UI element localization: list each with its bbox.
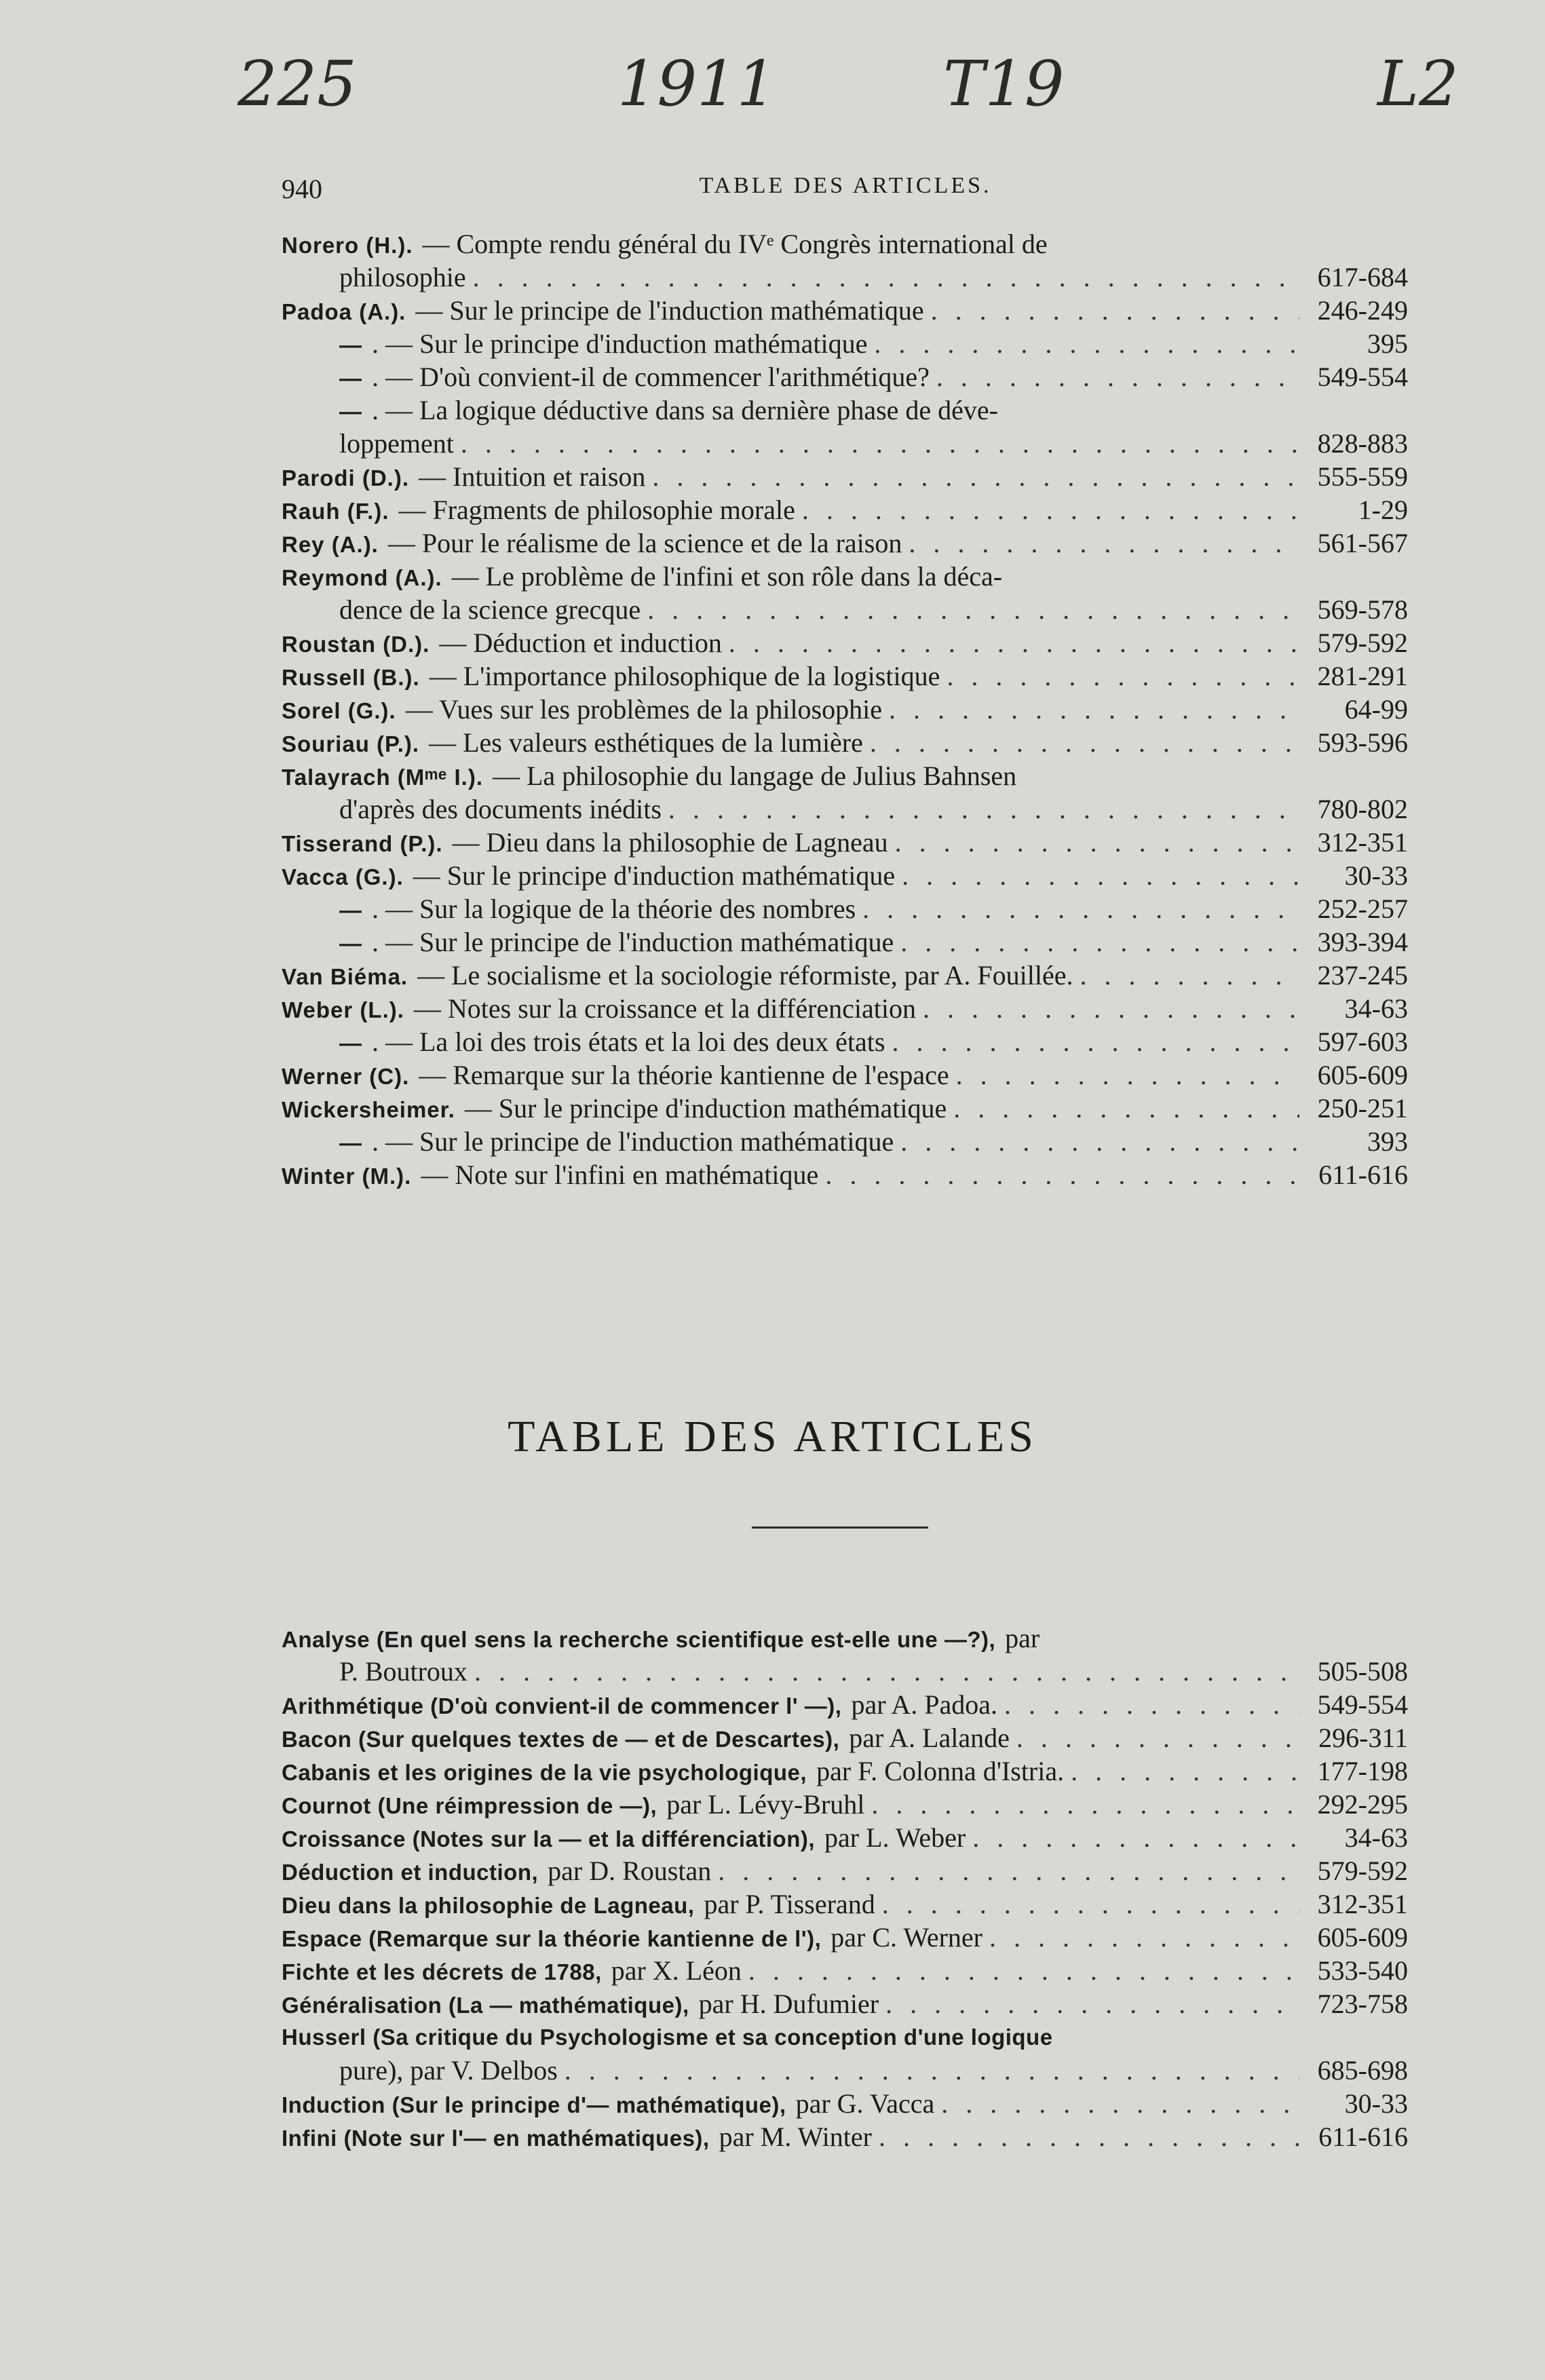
entry-text: — Le socialisme et la sociologie réformiste, par A. Fouillée.	[417, 960, 1073, 991]
entry-text: par H. Dufumier	[698, 1989, 879, 2019]
author-name: Padoa (A.).	[282, 299, 406, 324]
author-name: Weber (L.).	[282, 997, 404, 1022]
dot-leader	[947, 659, 1299, 693]
articles-index	[282, 1621, 1408, 2153]
page-range: 605-609	[1317, 1922, 1408, 1953]
article-topic: Généralisation (La — mathématique),	[282, 1993, 689, 2018]
dot-leader	[953, 1092, 1299, 1125]
entry-text: . — La loi des trois états et la loi des deux états	[372, 1026, 885, 1057]
page-range: 237-245	[1317, 960, 1408, 991]
index-entry	[282, 294, 1408, 327]
index-entry	[282, 560, 1408, 593]
article-topic: Arithmétique (D'où convient-il de commencer l' —),	[282, 1693, 842, 1719]
author-name: Tisserand (P.).	[282, 831, 443, 856]
index-entry	[282, 427, 1408, 460]
page-range: 393-394	[1317, 927, 1408, 957]
author-name: —	[339, 1130, 362, 1155]
dot-leader	[748, 1954, 1299, 1987]
author-name: Winter (M.).	[282, 1164, 412, 1189]
dot-leader	[1016, 1721, 1299, 1754]
dot-leader	[909, 526, 1299, 560]
index-entry	[282, 859, 1408, 892]
dot-leader	[1004, 1688, 1299, 1721]
entry-text: — Sur le principe d'induction mathématique	[464, 1093, 947, 1124]
page-range: 579-592	[1317, 1856, 1408, 1886]
entry-text: — Dieu dans la philosophie de Lagneau	[452, 827, 888, 858]
index-entry	[282, 759, 1408, 792]
index-entry	[282, 460, 1408, 493]
article-topic: Induction (Sur le principe d'— mathématique),	[282, 2092, 786, 2117]
entry-text: — L'importance philosophique de la logistique	[429, 661, 940, 691]
entry-text: par A. Lalande	[849, 1723, 1010, 1753]
handwritten-mark: 1911	[617, 47, 777, 120]
page-range: 593-596	[1317, 727, 1408, 758]
author-name: Werner (C).	[282, 1064, 410, 1089]
author-name: —	[339, 399, 362, 424]
author-name: Sorel (G.).	[282, 698, 396, 723]
article-topic: Fichte et les décrets de 1788,	[282, 1959, 602, 1984]
index-entry	[282, 726, 1408, 759]
author-name: Roustan (D.).	[282, 632, 430, 657]
page-range: 34-63	[1344, 993, 1408, 1024]
dot-leader	[565, 2054, 1299, 2087]
entry-text: — Notes sur la croissance et la différenciation	[413, 993, 917, 1024]
index-entry	[282, 360, 1408, 394]
article-topic: Cournot (Une réimpression de —),	[282, 1793, 657, 1818]
entry-text: . — La logique déductive dans sa dernière phase de déve-	[372, 395, 998, 425]
section-title: TABLE DES ARTICLES	[508, 1412, 1037, 1461]
dot-leader	[936, 360, 1299, 394]
authors-index	[282, 227, 1408, 1191]
index-entry	[282, 1788, 1408, 1821]
title-rule	[752, 1527, 928, 1529]
dot-leader	[802, 493, 1299, 526]
index-entry	[282, 2054, 1408, 2087]
dot-leader	[652, 460, 1299, 493]
page-range: 549-554	[1317, 362, 1408, 392]
page-range: 312-351	[1317, 827, 1408, 858]
entry-text: . — Sur la logique de la théorie des nombres	[372, 894, 856, 924]
dot-leader	[729, 626, 1299, 659]
dot-leader	[870, 726, 1299, 759]
dot-leader	[1071, 1754, 1299, 1788]
page-range: 605-609	[1317, 1060, 1408, 1090]
entry-text: — Intuition et raison	[419, 461, 646, 492]
author-name: Parodi (D.).	[282, 465, 410, 491]
dot-leader	[989, 1921, 1299, 1954]
index-entry	[282, 1025, 1408, 1058]
page-range: 685-698	[1317, 2055, 1408, 2086]
page-range: 561-567	[1317, 528, 1408, 558]
entry-text: par P. Tisserand	[704, 1889, 875, 1919]
entry-text: — La philosophie du langage de Julius Bahnsen	[493, 761, 1017, 791]
dot-leader	[885, 1987, 1299, 2020]
dot-leader	[900, 1125, 1299, 1158]
entry-text: — Remarque sur la théorie kantienne de l'espace	[419, 1060, 949, 1090]
dot-leader	[1080, 959, 1300, 992]
dot-leader	[461, 427, 1299, 460]
author-name: —	[339, 898, 362, 923]
page-range: 30-33	[1344, 860, 1408, 891]
entry-text: . — Sur le principe d'induction mathématique	[372, 328, 868, 359]
index-entry	[282, 593, 1408, 626]
author-name: Vacca (G.).	[282, 864, 404, 889]
handwritten-mark: 225	[237, 47, 357, 120]
dot-leader	[647, 593, 1299, 626]
dot-leader	[892, 1025, 1299, 1058]
page-range: 34-63	[1344, 1822, 1408, 1853]
page-range: 177-198	[1317, 1756, 1408, 1786]
article-topic: Husserl (Sa critique du Psychologisme et sa conception d'une logique	[282, 2024, 1053, 2050]
index-entry	[282, 394, 1408, 427]
entry-text: — Sur le principe de l'induction mathématique	[415, 295, 924, 326]
entry-text: . — Sur le principe de l'induction mathématique	[372, 1126, 894, 1157]
entry-text: — Vues sur les problèmes de la philosophie	[405, 694, 882, 725]
entry-text: philosophie	[339, 262, 466, 292]
index-entry	[282, 327, 1408, 360]
index-entry	[282, 1887, 1408, 1921]
entry-text: — Le problème de l'infini et son rôle dans la déca-	[451, 561, 1003, 592]
index-entry	[282, 227, 1408, 261]
page-range: 252-257	[1317, 894, 1408, 924]
entry-text: — Sur le principe d'induction mathématique	[413, 860, 896, 891]
dot-leader	[474, 1655, 1299, 1688]
author-name: —	[339, 931, 362, 956]
dot-leader	[956, 1058, 1299, 1092]
author-name: Norero (H.).	[282, 233, 413, 258]
page-range: 1-29	[1358, 495, 1408, 525]
entry-text: pure), par V. Delbos	[339, 2055, 558, 2086]
entry-text: — Compte rendu général du IVᵉ Congrès international de	[422, 229, 1048, 259]
dot-leader	[871, 1788, 1299, 1821]
author-name: Rauh (F.).	[282, 499, 389, 524]
page-range: 296-311	[1318, 1723, 1408, 1753]
index-entry	[282, 959, 1408, 992]
page-range: 780-802	[1317, 794, 1408, 824]
index-entry	[282, 1721, 1408, 1754]
page-range: 30-33	[1344, 2088, 1408, 2119]
author-name: —	[339, 1031, 362, 1056]
index-entry	[282, 1092, 1408, 1125]
index-entry	[282, 526, 1408, 560]
index-entry	[282, 925, 1408, 959]
page-range: 64-99	[1344, 694, 1408, 725]
dot-leader	[718, 1854, 1299, 1887]
page-number: 940	[282, 174, 322, 204]
author-name: Rey (A.).	[282, 532, 379, 557]
page-range: 505-508	[1317, 1656, 1408, 1687]
dot-leader	[941, 2087, 1299, 2120]
page-range: 312-351	[1317, 1889, 1408, 1919]
index-entry	[282, 2087, 1408, 2120]
author-name: —	[339, 332, 362, 358]
page-range: 611-616	[1318, 2122, 1408, 2152]
article-topic: Dieu dans la philosophie de Lagneau,	[282, 1893, 695, 1918]
index-entry	[282, 1921, 1408, 1954]
index-entry	[282, 261, 1408, 294]
article-topic: Déduction et induction,	[282, 1860, 539, 1885]
index-entry	[282, 1987, 1408, 2020]
index-entry	[282, 1688, 1408, 1721]
running-title: TABLE DES ARTICLES.	[699, 173, 992, 198]
dot-leader	[473, 261, 1299, 294]
page-range: 246-249	[1317, 295, 1408, 326]
index-entry	[282, 1125, 1408, 1158]
index-entry	[282, 1954, 1408, 1987]
dot-leader	[931, 294, 1299, 327]
index-entry	[282, 1158, 1408, 1191]
entry-text: dence de la science grecque	[339, 594, 641, 625]
entry-text: par L. Lévy-Bruhl	[666, 1789, 865, 1820]
dot-leader	[889, 693, 1299, 726]
entry-text: par X. Léon	[611, 1955, 742, 1986]
index-entry	[282, 493, 1408, 526]
entry-text: par L. Weber	[824, 1822, 966, 1853]
dot-leader	[895, 826, 1299, 859]
page-range: 723-758	[1317, 1989, 1408, 2019]
article-topic: Croissance (Notes sur la — et la différenciation),	[282, 1826, 816, 1851]
article-topic: Bacon (Sur quelques textes de — et de Descartes),	[282, 1727, 840, 1752]
dot-leader	[862, 892, 1299, 925]
author-name: —	[339, 366, 362, 391]
entry-text: loppement	[339, 428, 454, 459]
author-name: Wickersheimer.	[282, 1097, 455, 1122]
index-entry	[282, 992, 1408, 1025]
page-range: 250-251	[1317, 1093, 1408, 1124]
entry-text: par D. Roustan	[548, 1856, 712, 1886]
article-topic: Espace (Remarque sur la théorie kantienne de l'),	[282, 1926, 822, 1951]
index-entry	[282, 1854, 1408, 1887]
page-range: 533-540	[1317, 1955, 1408, 1986]
index-entry	[282, 892, 1408, 925]
handwritten-mark: T19	[943, 47, 1065, 120]
dot-leader	[825, 1158, 1299, 1191]
handwritten-mark: L2	[1377, 47, 1459, 120]
entry-text: par	[1005, 1623, 1040, 1653]
entry-text: — Fragments de philosophie morale	[398, 495, 795, 525]
article-topic: Infini (Note sur l'— en mathématiques),	[282, 2126, 710, 2151]
author-name: Souriau (P.).	[282, 731, 420, 756]
entry-text: par G. Vacca	[795, 2088, 935, 2119]
entry-text: — Pour le réalisme de la science et de la raison	[387, 528, 902, 558]
page-range: 617-684	[1317, 262, 1408, 292]
index-entry	[282, 792, 1408, 826]
entry-text: . — D'où convient-il de commencer l'arithmétique?	[372, 362, 930, 392]
entry-text: — Les valeurs esthétiques de la lumière	[429, 727, 863, 758]
dot-leader	[900, 925, 1299, 959]
index-entry	[282, 659, 1408, 693]
page-range: 828-883	[1317, 428, 1408, 459]
article-topic: Analyse (En quel sens la recherche scientifique est-elle une —?),	[282, 1627, 996, 1652]
author-name: Talayrach (Mᵐᵉ I.).	[282, 765, 483, 790]
entry-text: par M. Winter	[719, 2122, 872, 2152]
page-header	[282, 173, 1409, 214]
index-entry	[282, 1655, 1408, 1688]
page-range: 597-603	[1317, 1026, 1408, 1057]
page-range: 555-559	[1317, 461, 1408, 492]
entry-text: par C. Werner	[831, 1922, 983, 1953]
author-name: Van Biéma.	[282, 964, 408, 989]
index-entry	[282, 1621, 1408, 1655]
dot-leader	[668, 792, 1299, 826]
index-entry	[282, 693, 1408, 726]
entry-text: . — Sur le principe de l'induction mathématique	[372, 927, 894, 957]
index-entry	[282, 626, 1408, 659]
index-entry	[282, 2120, 1408, 2153]
entry-text: d'après des documents inédits	[339, 794, 662, 824]
dot-leader	[874, 327, 1299, 360]
entry-text: par F. Colonna d'Istria.	[816, 1756, 1065, 1786]
entry-text: P. Boutroux	[339, 1656, 468, 1687]
article-topic: Cabanis et les origines de la vie psychologique,	[282, 1760, 807, 1785]
page-range: 579-592	[1317, 628, 1408, 658]
index-entry	[282, 1058, 1408, 1092]
dot-leader	[882, 1887, 1299, 1921]
dot-leader	[923, 992, 1299, 1025]
entry-text: — Déduction et induction	[439, 628, 722, 658]
page-range: 569-578	[1317, 594, 1408, 625]
index-entry	[282, 1754, 1408, 1788]
index-entry	[282, 2020, 1408, 2054]
page-range: 281-291	[1317, 661, 1408, 691]
dot-leader	[902, 859, 1299, 892]
index-entry	[282, 1821, 1408, 1854]
page-range: 549-554	[1317, 1689, 1408, 1720]
index-entry	[282, 826, 1408, 859]
dot-leader	[972, 1821, 1299, 1854]
entry-text: par A. Padoa.	[851, 1689, 997, 1720]
page-range: 393	[1367, 1126, 1408, 1157]
page-range: 395	[1367, 328, 1408, 359]
page-range: 292-295	[1317, 1789, 1408, 1820]
author-name: Reymond (A.).	[282, 565, 442, 590]
dot-leader	[879, 2120, 1299, 2153]
entry-text: — Note sur l'infini en mathématique	[421, 1159, 819, 1190]
page-range: 611-616	[1318, 1159, 1408, 1190]
author-name: Russell (B.).	[282, 665, 420, 690]
